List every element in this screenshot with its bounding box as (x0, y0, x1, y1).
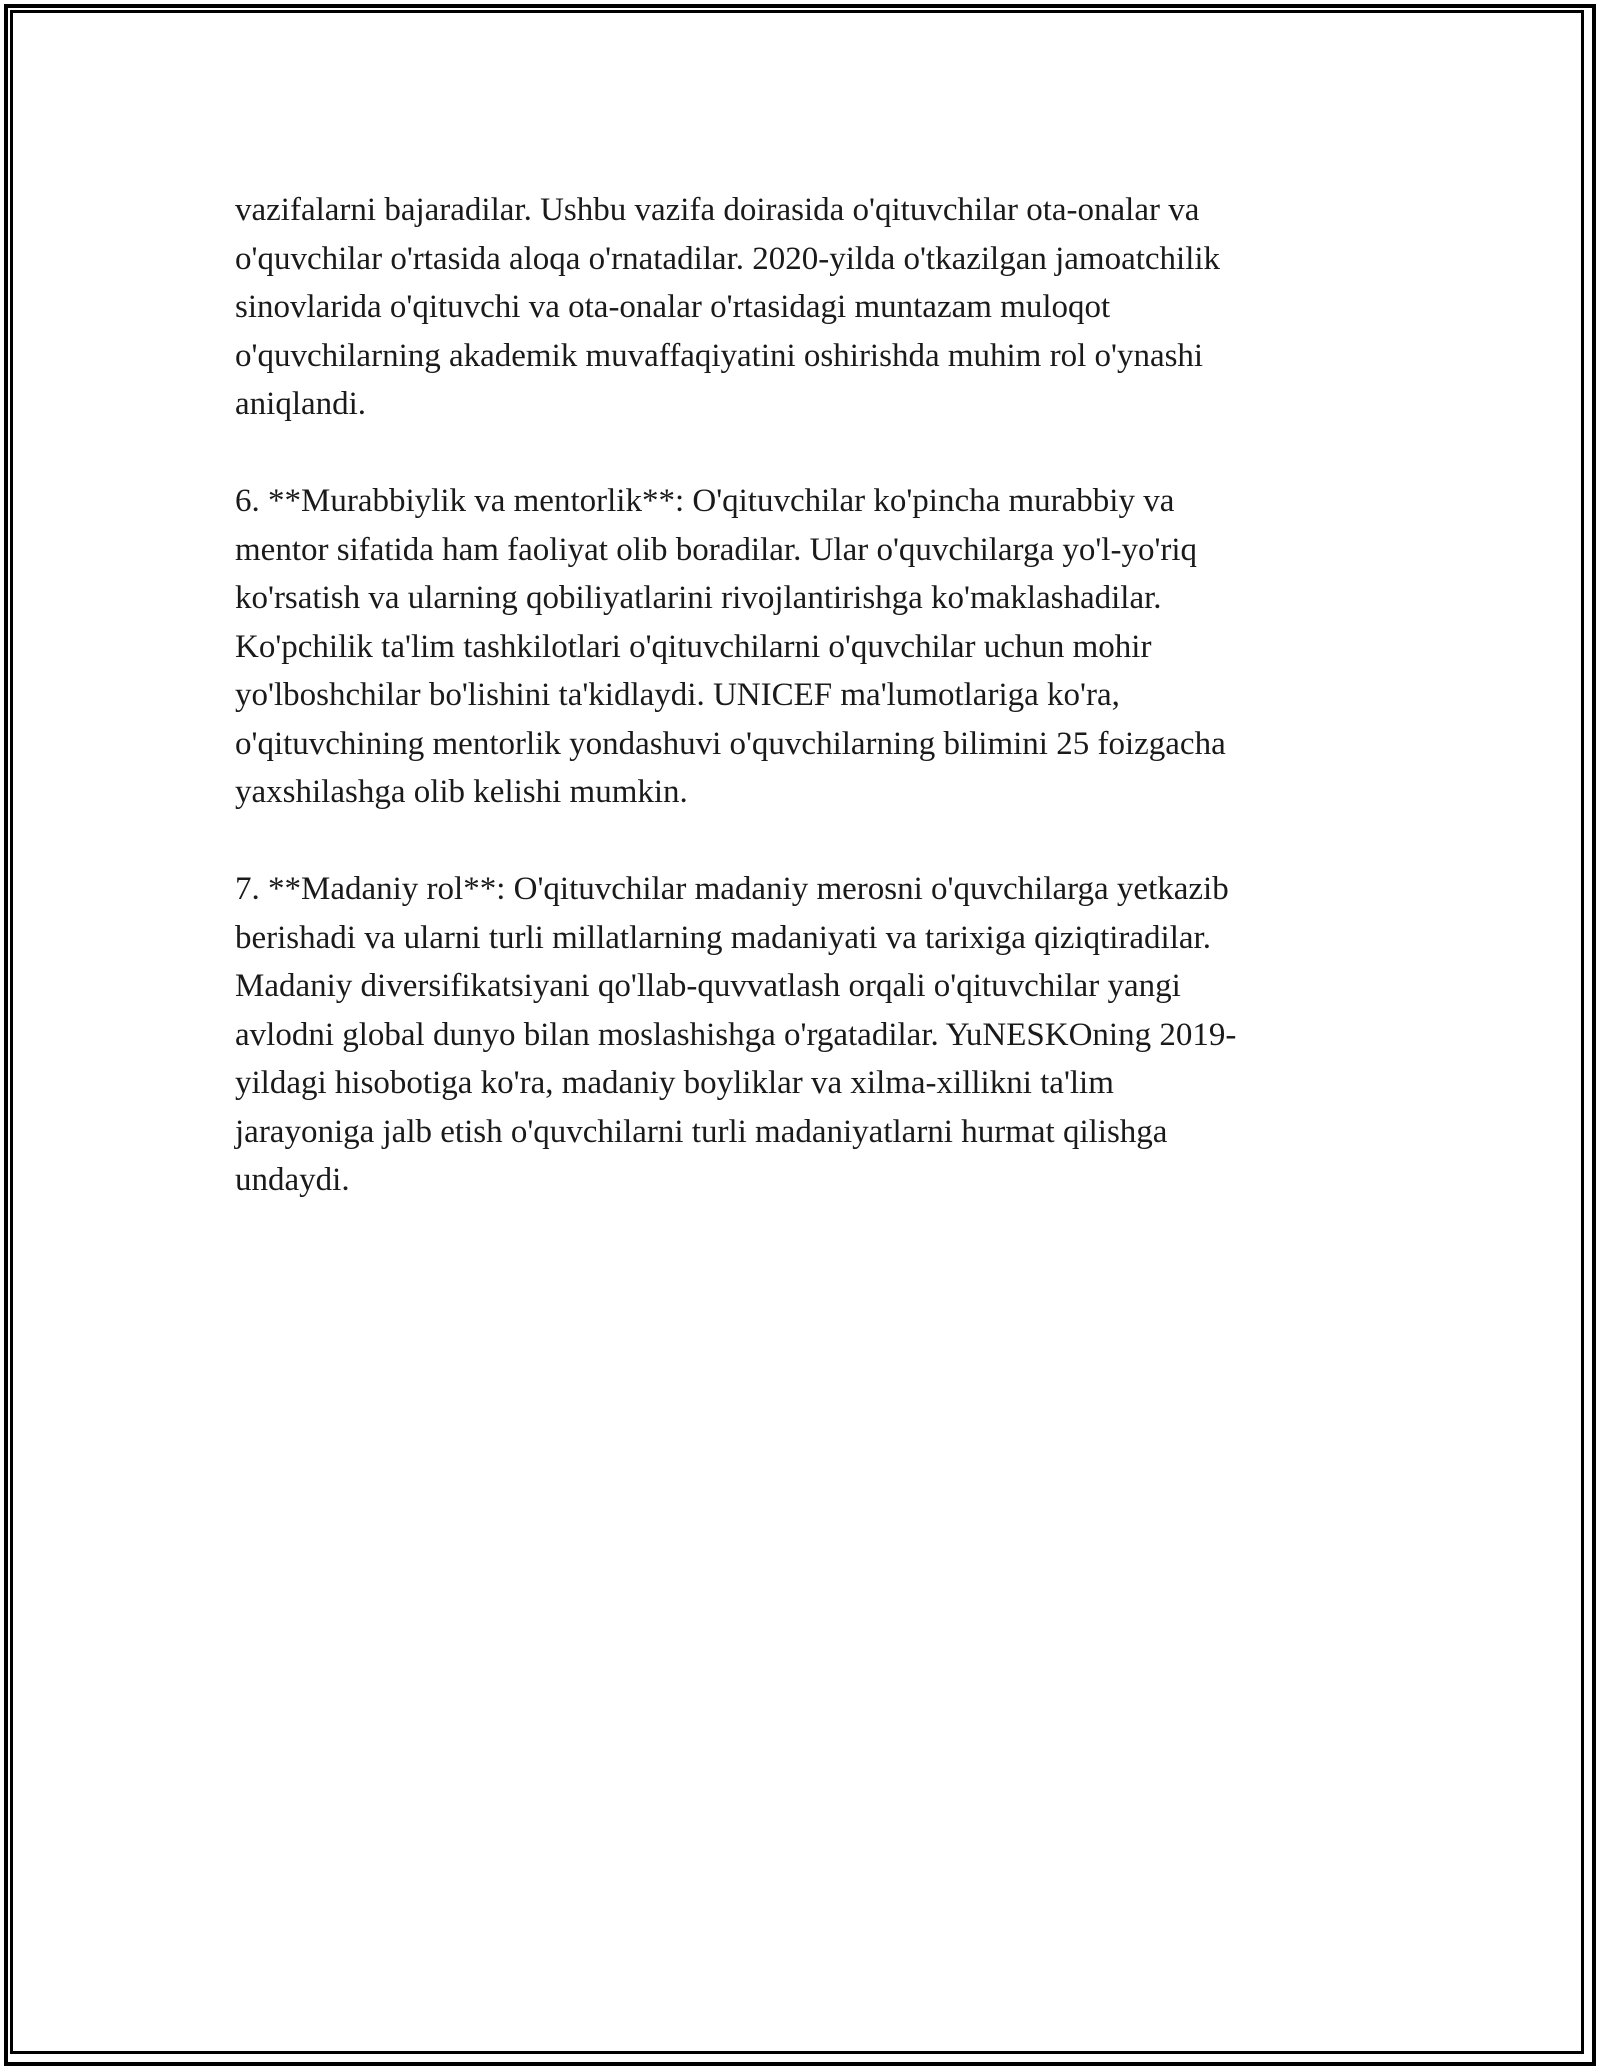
text-line: undaydi. (235, 1162, 350, 1198)
text-line: mentor sifatida ham faoliyat olib boradilar. Ular o'quvchilarga yo'l-yo'riq (235, 531, 1198, 568)
paragraph-cultural-role (235, 865, 1375, 1205)
text-line: sinovlarida o'qituvchi va ota-onalar o'rtasidagi muntazam muloqot (235, 289, 1111, 325)
text-line: ko'rsatish va ularning qobiliyatlarini rivojlantirishga ko'maklashadilar. (235, 580, 1162, 616)
paragraph-parent-communication (235, 186, 1375, 429)
text-line: 7. **Madaniy rol**: O'qituvchilar madaniy merosni o'quvchilarga yetkazib (235, 871, 1229, 907)
text-line: Ko'pchilik ta'lim tashkilotlari o'qituvchilarni o'quvchilar uchun mohir (235, 628, 1152, 665)
text-line: avlodni global dunyo bilan moslashishga o'rgatadilar. YuNESKOning 2019- (235, 1016, 1237, 1053)
text-line: Madaniy diversifikatsiyani qo'llab-quvvatlash orqali o'qituvchilar yangi (235, 968, 1181, 1004)
text-line: aniqlandi. (235, 386, 367, 422)
text-line: yaxshilashga olib kelishi mumkin. (235, 774, 688, 810)
text-line: o'qituvchining mentorlik yondashuvi o'quvchilarning bilimini 25 foizgacha (235, 725, 1226, 762)
text-line: yo'lboshchilar bo'lishini ta'kidlaydi. UNICEF ma'lumotlariga ko'ra, (235, 677, 1120, 713)
document-body (235, 186, 1375, 1253)
text-line: berishadi va ularni turli millatlarning madaniyati va tarixiga qiziqtiradilar. (235, 919, 1211, 956)
text-line: 6. **Murabbiylik va mentorlik**: O'qituvchilar ko'pincha murabbiy va (235, 483, 1175, 519)
text-line: o'quvchilarning akademik muvaffaqiyatini oshirishda muhim rol o'ynashi (235, 337, 1204, 374)
text-line: o'quvchilar o'rtasida aloqa o'rnatadilar. 2020-yilda o'tkazilgan jamoatchilik (235, 240, 1221, 277)
text-line: yildagi hisobotiga ko'ra, madaniy boyliklar va xilma-xillikni ta'lim (235, 1065, 1114, 1101)
paragraph-mentorship (235, 477, 1375, 817)
text-line: jarayoniga jalb etish o'quvchilarni turli madaniyatlarni hurmat qilishga (235, 1113, 1168, 1150)
text-line: vazifalarni bajaradilar. Ushbu vazifa doirasida o'qituvchilar ota-onalar va (235, 192, 1200, 228)
